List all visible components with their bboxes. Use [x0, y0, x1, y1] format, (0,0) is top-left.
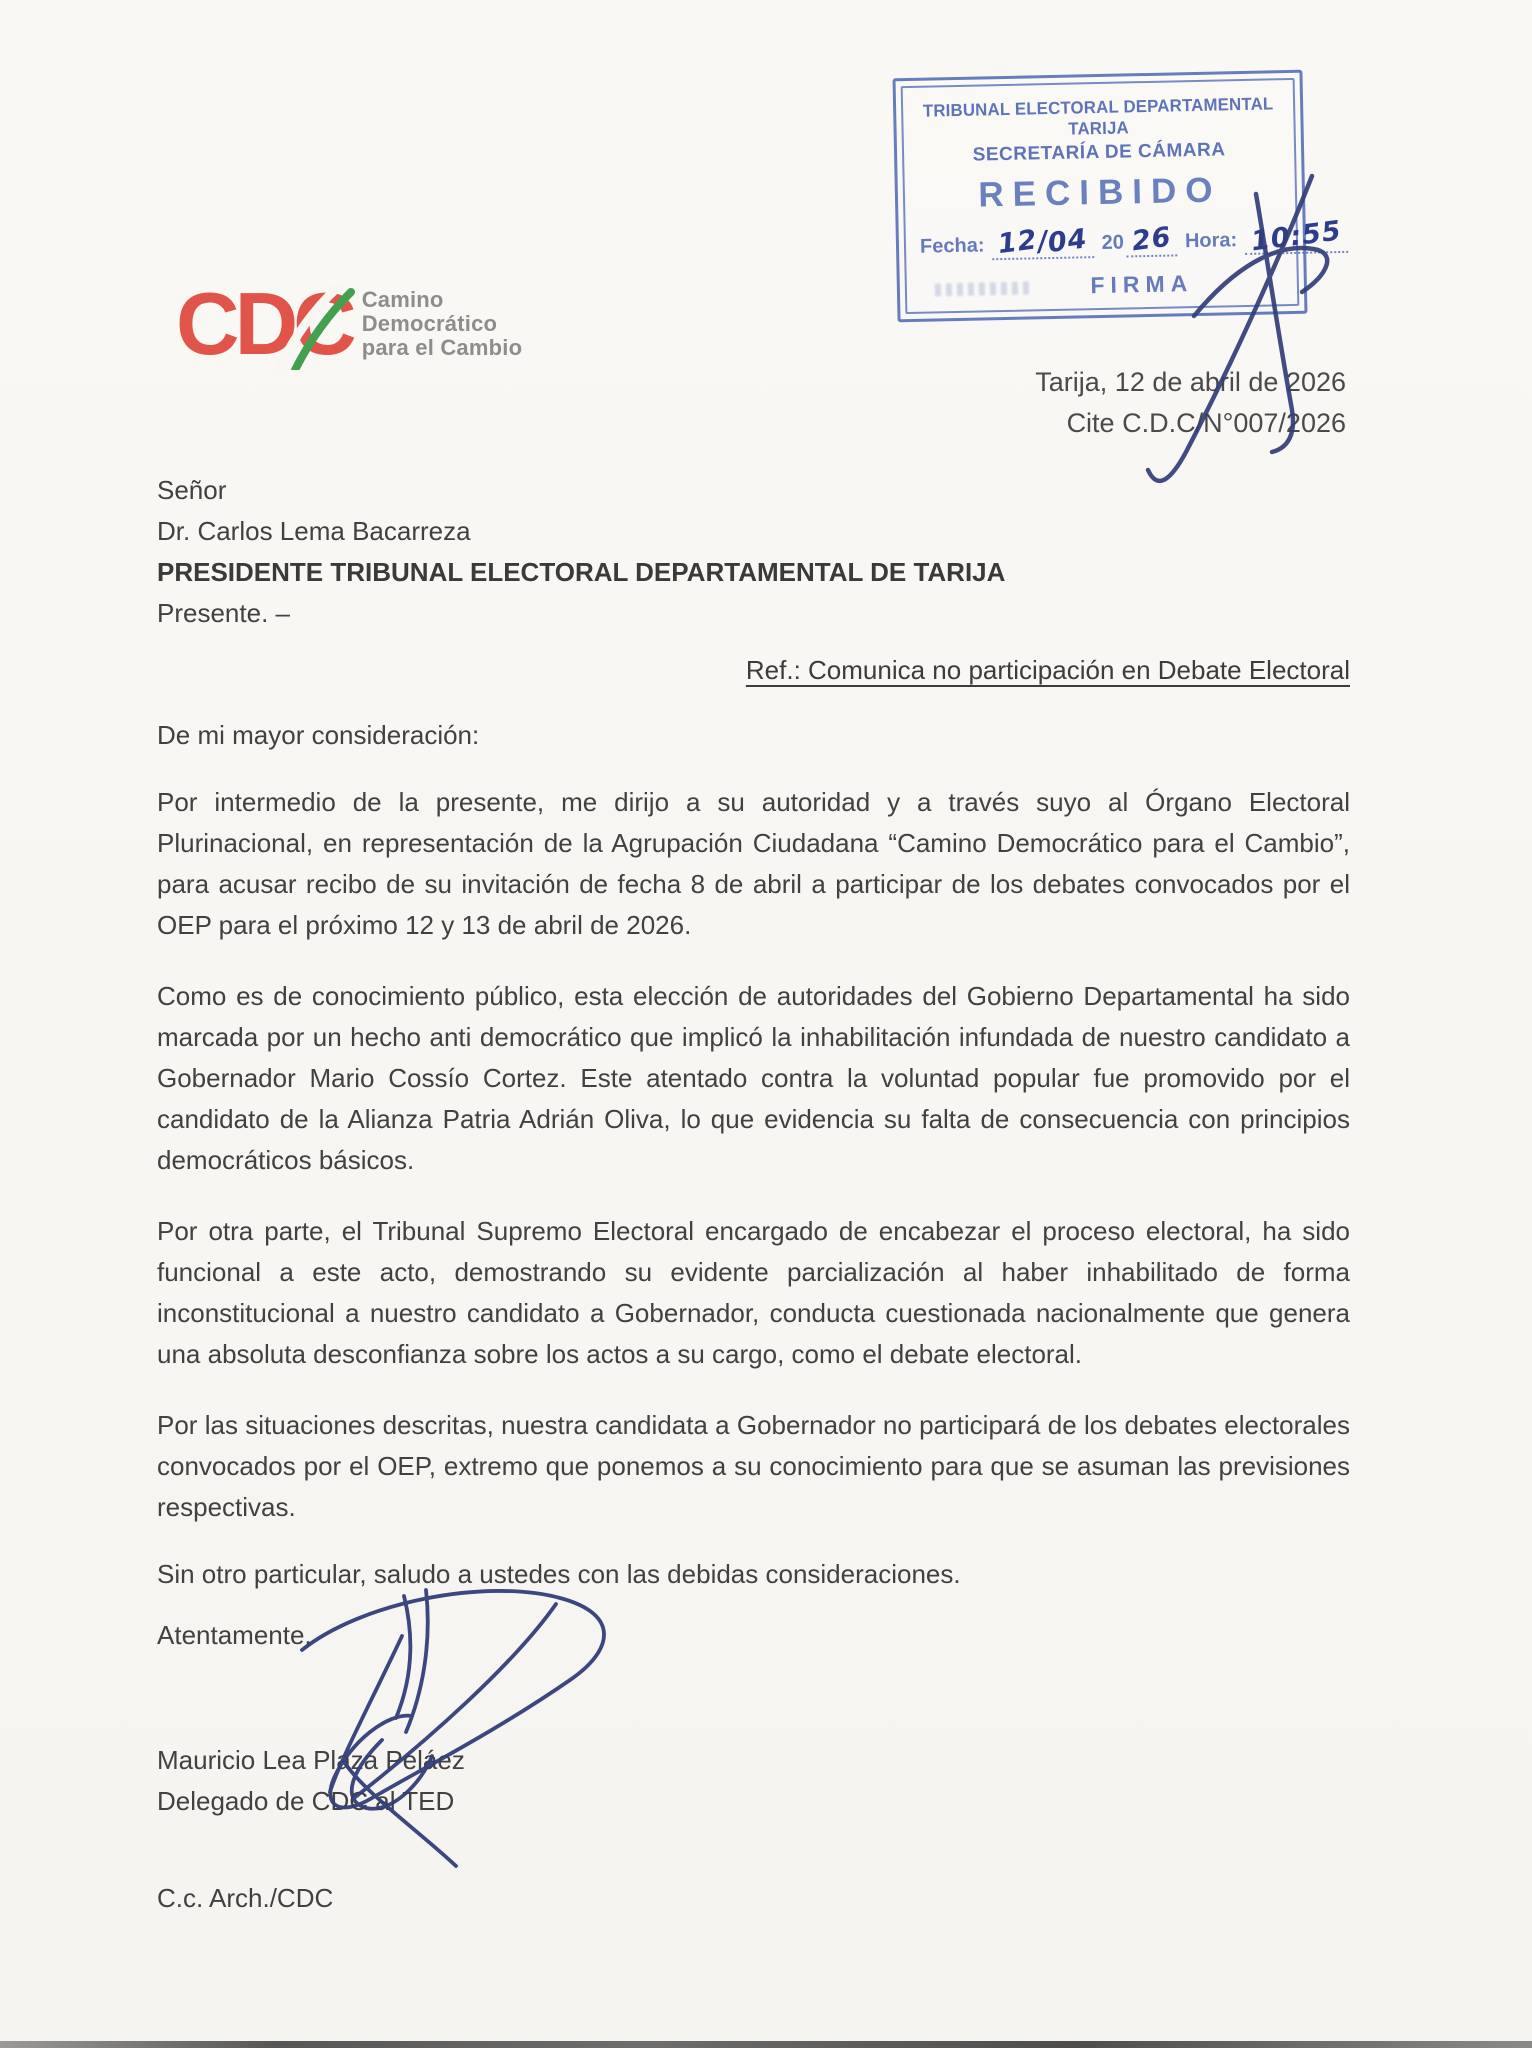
recipient-block — [157, 470, 1350, 634]
cc-line: C.c. Arch./CDC — [157, 1883, 334, 1913]
paragraph-4: Por las situaciones descritas, nuestra candidata a Gobernador no participará de los debates electorales convocados por el OEP, extremo que ponemos a su conocimiento para que se asuman las previsiones respectivas. — [157, 1410, 1350, 1522]
stamp-date-row — [906, 215, 1344, 262]
stamp-month: 04 — [1046, 223, 1090, 260]
paragraph-2: Como es de conocimiento público, esta elección de autoridades del Gobierno Departamental ha sido marcada por un hecho anti democrático que implicó la inhabilitación infundada de nuestro candidato a Gobernador Mario Cossío Cortez. Este atentado contra la voluntad popular fue promovido por el candidato de la Alianza Patria Adrián Oliva, lo que evidencia su falta de consecuencia con principios democráticos básicos. — [157, 981, 1350, 1175]
logo-road-stripes-icon — [263, 284, 359, 370]
reception-stamp — [892, 70, 1344, 323]
stamp-year-handwritten — [1125, 223, 1177, 257]
dateline-block — [1035, 362, 1346, 444]
stamp-hora-handwritten — [1244, 215, 1348, 258]
place-date-line: Tarija, 12 de abril de 2026 — [1035, 367, 1346, 397]
cdc-logo — [176, 274, 523, 373]
paragraph-3: Por otra parte, el Tribunal Supremo Electoral encargado de encabezar el proceso electoral, ha sido funcional a este acto, demostrando su evidente parcialización al haber inhabilitado de forma inconstitucional a nuestro candidato a Gobernador, conducta cuestionada nacionalmente que genera una absoluta desconfianza sobre los actos a su cargo, como el debate electoral. — [157, 1216, 1350, 1369]
stamp-slash: / — [1035, 225, 1051, 258]
stamp-fecha-label: Fecha: — [919, 234, 985, 258]
stamp-firma-row — [907, 268, 1298, 306]
farewell-line: Atentamente, — [157, 1620, 312, 1650]
recipient-present: Presente. – — [157, 598, 290, 628]
stamp-office: SECRETARÍA DE CÁMARA — [972, 139, 1226, 166]
stamp-day: 12 — [996, 224, 1040, 261]
greeting-line: De mi mayor consideración: — [157, 720, 480, 750]
scan-edge — [0, 2041, 1532, 2048]
stamp-year-suffix: 26 — [1130, 221, 1174, 258]
letter-body — [157, 470, 1350, 1919]
logo-letter-c1: C — [176, 274, 235, 373]
stamp-hora-value: 10:55 — [1249, 215, 1344, 258]
logo-word-line3: para el Cambio — [361, 335, 523, 360]
signer-block — [157, 1740, 1350, 1822]
stamp-year-prefix: 20 — [1101, 231, 1125, 254]
signer-role: Delegado de CDC al TED — [157, 1786, 455, 1816]
logo-letter-c2: C — [293, 274, 352, 373]
logo-letter-d: D — [234, 274, 294, 373]
stamp-date-handwritten — [992, 225, 1095, 260]
cdc-logo-letters — [176, 274, 352, 373]
stamp-received-label: RECIBIDO — [977, 170, 1222, 215]
stamp-institution: TRIBUNAL ELECTORAL DEPARTAMENTAL TARIJA — [922, 93, 1274, 139]
recipient-title: PRESIDENTE TRIBUNAL ELECTORAL DEPARTAMENTAL DE TARIJA — [157, 557, 1006, 587]
logo-word-line1: Camino — [361, 287, 444, 312]
reception-stamp-inner — [901, 78, 1344, 314]
cite-number-line: Cite C.D.C/N°007/2026 — [1066, 408, 1346, 438]
stamp-firma-label: FIRMA — [1090, 270, 1194, 299]
recipient-salutation: Señor — [157, 475, 227, 505]
reference-line: Ref.: Comunica no participación en Debate Electoral — [745, 655, 1350, 685]
logo-word-line2: Democrático — [361, 311, 498, 336]
stamp-hora-label: Hora: — [1184, 229, 1238, 253]
cdc-logo-wordmark — [362, 288, 523, 360]
closing-line: Sin otro particular, saludo a ustedes con las debidas consideraciones. — [157, 1559, 961, 1589]
paragraph-1: Por intermedio de la presente, me dirijo a su autoridad y a través suyo al Órgano Electoral Plurinacional, en representación de la Agrupación Ciudadana “Camino Democrático para el Cambio”, para acusar recibo de su invitación de fecha 8 de abril a participar de los debates convocados por el OEP para el próximo 12 y 13 de abril de 2026. — [157, 787, 1350, 940]
signer-name: Mauricio Lea Plaza Peláez — [157, 1745, 465, 1775]
recipient-name: Dr. Carlos Lema Bacarreza — [157, 516, 471, 546]
